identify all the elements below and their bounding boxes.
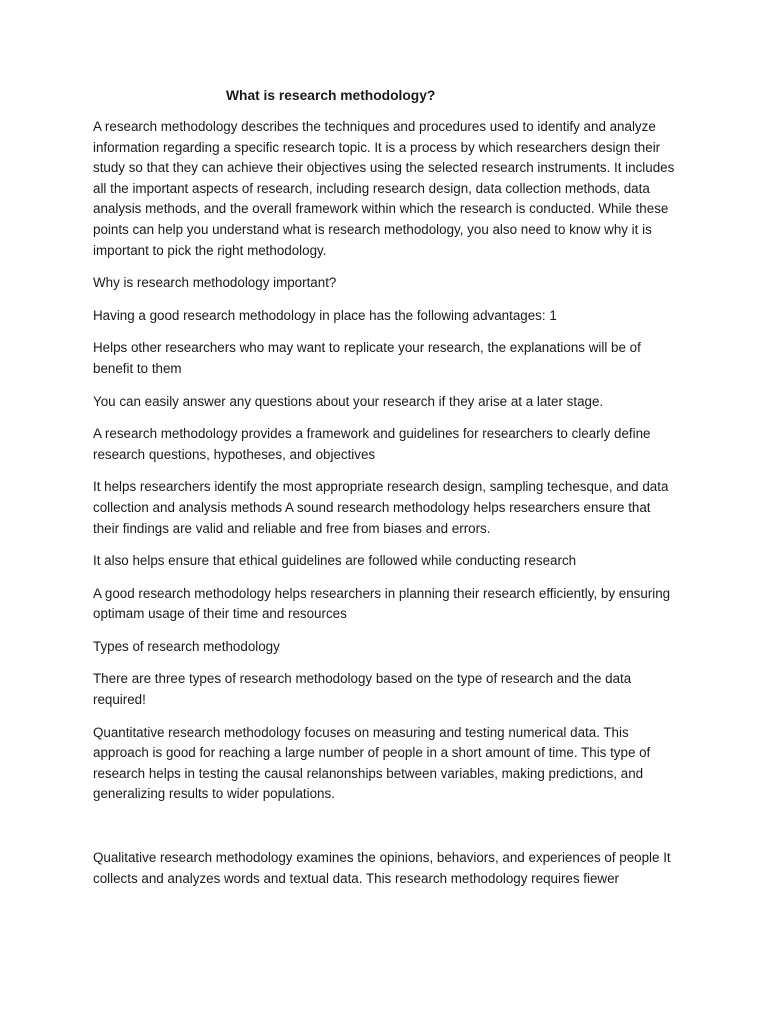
paragraph-advantages-intro: Having a good research methodology in place has the following advantages: 1 — [93, 307, 557, 323]
paragraph-quantitative: Quantitative research methodology focuses on measuring and testing numerical data. This approach is good for reaching a large number of people in a short amount of time. This type of research helps in testing the causal relanonships between variables, making predictions, and generalizing results to wider populations. — [93, 724, 651, 802]
paragraph-research-design: It helps researchers identify the most appropriate research design, sampling techesque, and data collection and analysis methods A sound research methodology helps researchers ensure that their findings are valid and reliable and free from biases and errors. — [93, 479, 669, 536]
document-title: What is research methodology? — [226, 88, 436, 103]
paragraph-ethics: It also helps ensure that ethical guidelines are followed while conducting research — [93, 553, 577, 569]
paragraph-why-heading: Why is research methodology important? — [93, 275, 337, 291]
paragraph-qualitative: Qualitative research methodology examines the opinions, behaviors, and experiences of people It collects and analyzes words and textual data. This research methodology requires fiewer — [93, 850, 671, 886]
document-page — [93, 86, 678, 901]
paragraph-answer-questions: You can easily answer any questions about your research if they arise at a later stage. — [93, 393, 604, 409]
paragraph-framework: A research methodology provides a framework and guidelines for researchers to clearly define research questions, hypotheses, and objectives — [93, 426, 651, 462]
paragraph-definition: A research methodology describes the techniques and procedures used to identify and analyze information regarding a specific research topic. It is a process by which researchers design their study so that they can achieve their objectives using the selected research instruments. It includes all the important aspects of research, including research design, data collection methods, data analysis methods, and the overall framework within which the research is conducted. While these points can help you understand what is research methodology, you also need to know why it is important to pick the right methodology. — [93, 119, 675, 258]
paragraph-planning: A good research methodology helps researchers in planning their research efficiently, by ensuring optimam usage of their time and resources — [93, 585, 671, 622]
paragraph-types-heading: Types of research methodology — [93, 638, 280, 654]
paragraph-replicate: Helps other researchers who may want to replicate your research, the explanations will be of benefit to them — [93, 340, 641, 376]
paragraph-three-types: There are three types of research methodology based on the type of research and the data required! — [93, 671, 632, 708]
